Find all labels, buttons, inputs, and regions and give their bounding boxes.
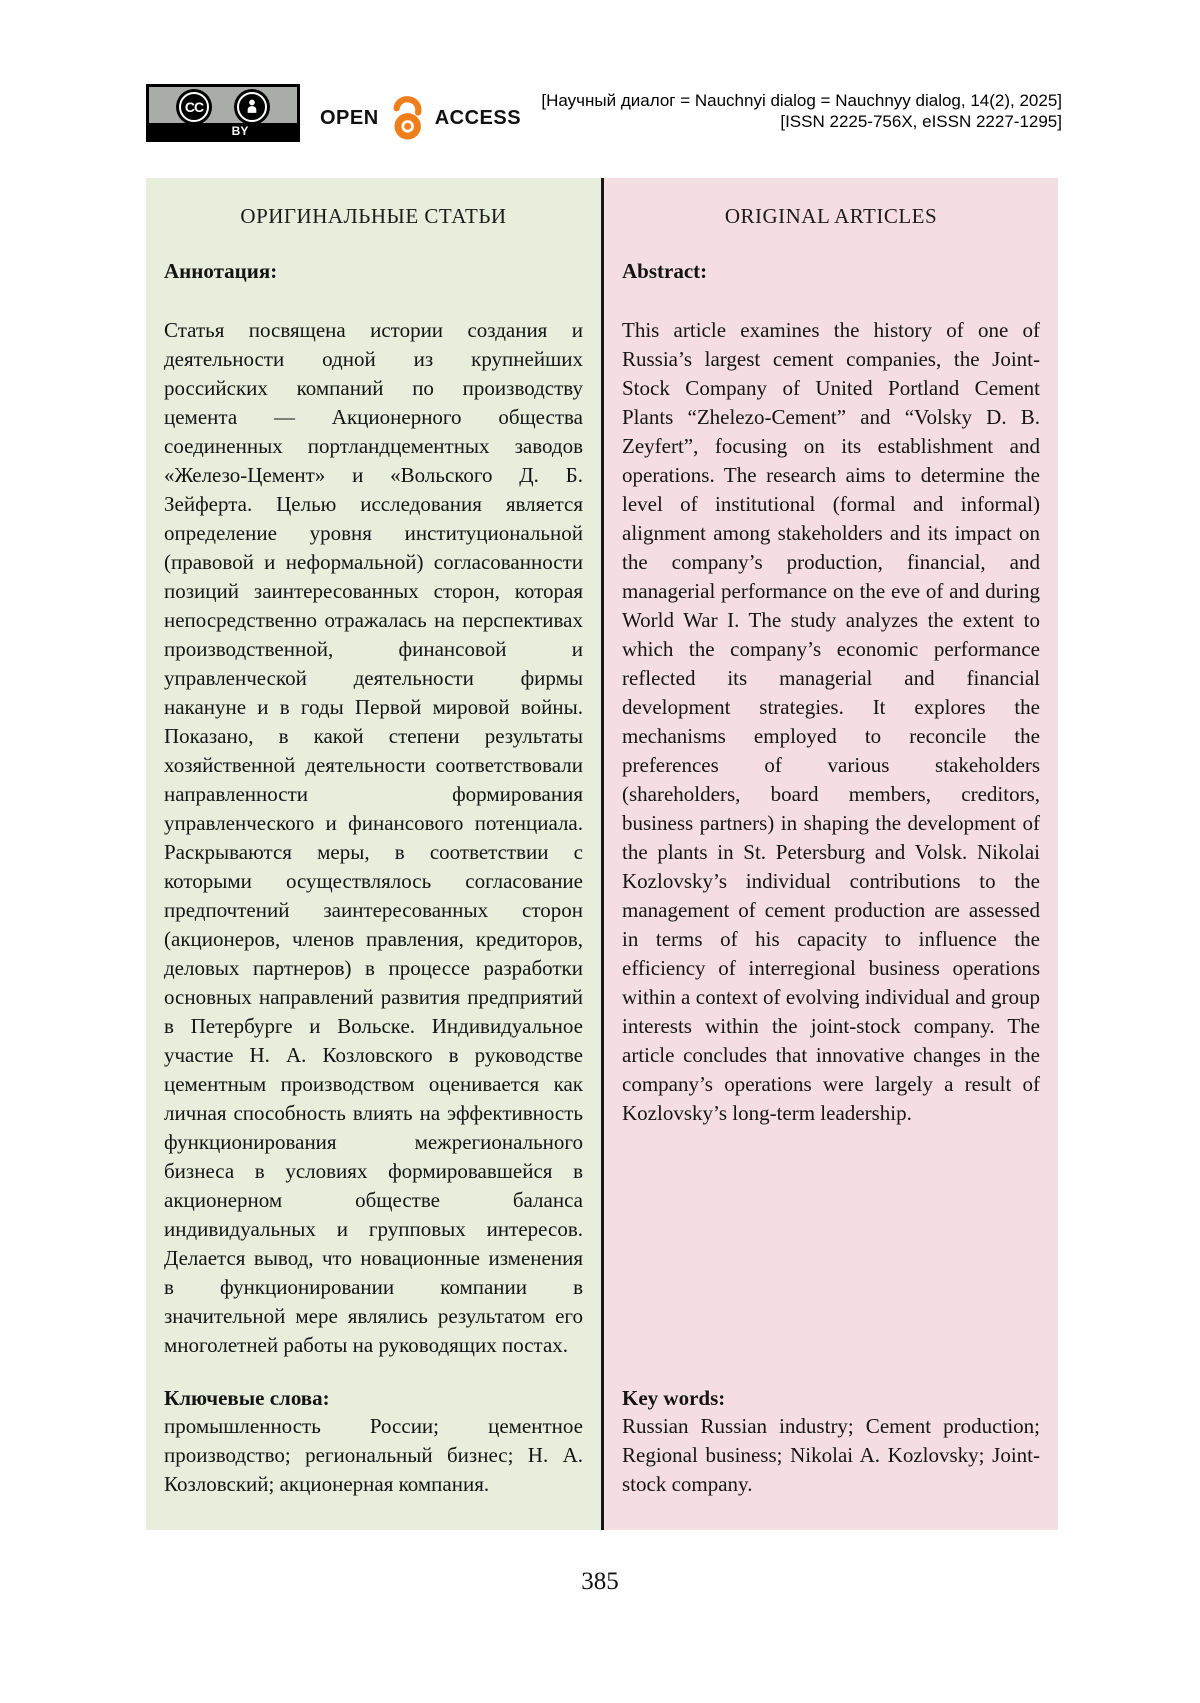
cc-icon (176, 89, 212, 125)
keywords-text-en: Russian Russian industry; Cement production; Regional business; Nikolai A. Kozlovsky; Joint-stock company. (622, 1414, 1040, 1496)
cc-badge-icons (149, 87, 297, 124)
section-title-en: ORIGINAL ARTICLES (724, 204, 938, 228)
section-title-ru: ОРИГИНАЛЬНЫЕ СТАТЬИ (240, 204, 507, 228)
keywords-text-ru: промышленность России; цементное производство; региональный бизнес; Н. А. Козловский; акционерная компания. (164, 1414, 583, 1496)
abstract-text-en: This article examines the history of one of Russia’s largest cement companies, the Joint-Stock Company of United Portland Cement Plants “Zhelezo-Cement” and “Volsky D. B. Zeyfert”, focusing on its establishment and operations. The research aims to determine the level of institutional (formal and informal) alignment among stakeholders and its impact on the company’s production, financial, and managerial performance on the eve of and during World War I. The study analyzes the extent to which the company’s economic performance reflected its managerial and financial development strategies. It explores the mechanisms employed to reconcile the preferences of various stakeholders (shareholders, board members, creditors, business partners) in shaping the development of the plants in St. Petersburg and Volsk. Nikolai Kozlovsky’s individual contributions to the management of cement production are assessed in terms of his capacity to influence the efficiency of interregional business operations within a context of evolving individual and group interests within the joint-stock company. The article concludes that innovative changes in the company’s operations were largely a result of Kozlovsky’s long-term leadership. (622, 318, 1040, 1125)
abstract-area-ru (164, 284, 583, 1384)
open-label: OPEN (320, 106, 379, 129)
attribution-person-icon (234, 89, 270, 125)
journal-citation (541, 90, 1062, 132)
russian-abstract-column (146, 178, 601, 1530)
abstract-text-ru: Статья посвящена истории создания и деятельности одной из крупнейших российских компаний по производству цемента — Акционерного общества соединенных портландцементных заводов «Железо-Цемент» и «Вольского Д. Б. Зейферта. Целью исследования является определение уровня институциональной (правовой и неформальной) согласованности позиций заинтересованных сторон, которая непосредственно отражалась на перспективах производственной, финансовой и управленческой деятельности фирмы накануне и в годы Первой мировой войны. Показано, в какой степени результаты хозяйственной деятельности соответствовали направленности формирования управленческого и финансового потенциала. Раскрываются меры, в соответствии с которыми осуществлялось согласование предпочтений заинтересованных сторон (акционеров, членов правления, кредиторов, деловых партнеров) в процессе разработки основных направлений развития предприятий в Петербурге и Вольске. Индивидуальное участие Н. А. Козловского в руководстве цементным производством оценивается как личная способность влиять на эффективность функционирования межрегионального бизнеса в условиях формировавшейся в акционерном обществе баланса индивидуальных и групповых интересов. Делается вывод, что новационные изменения в функционировании компании в значительной мере являлись результатом его многолетней работы на руководящих постах. (164, 318, 583, 1357)
cc-badge-by-bar (149, 123, 297, 139)
cc-label: CC (184, 99, 204, 115)
access-label: ACCESS (434, 106, 522, 129)
open-access-logo (320, 92, 521, 144)
cc-by-license-badge (146, 84, 300, 142)
open-padlock-icon (386, 93, 428, 143)
english-abstract-column (604, 178, 1058, 1530)
by-label: BY (231, 124, 249, 138)
journal-citation-line1: [Научный диалог = Nauchnyi dialog = Nauchnyy dialog, 14(2), 2025] (541, 91, 1062, 110)
journal-citation-line2: [ISSN 2225-756X, eISSN 2227-1295] (780, 112, 1062, 131)
cc-ring (179, 92, 209, 122)
abstract-area-en (622, 284, 1040, 1384)
cc-ring (237, 92, 267, 122)
keywords-label-ru: Ключевые слова: (164, 1386, 330, 1410)
abstract-columns (146, 178, 1058, 1530)
abstract-label-ru: Аннотация: (164, 259, 278, 283)
keywords-label-en: Key words: (622, 1386, 726, 1410)
abstract-label-en: Abstract: (622, 259, 708, 283)
page-number: 385 (581, 1568, 619, 1595)
